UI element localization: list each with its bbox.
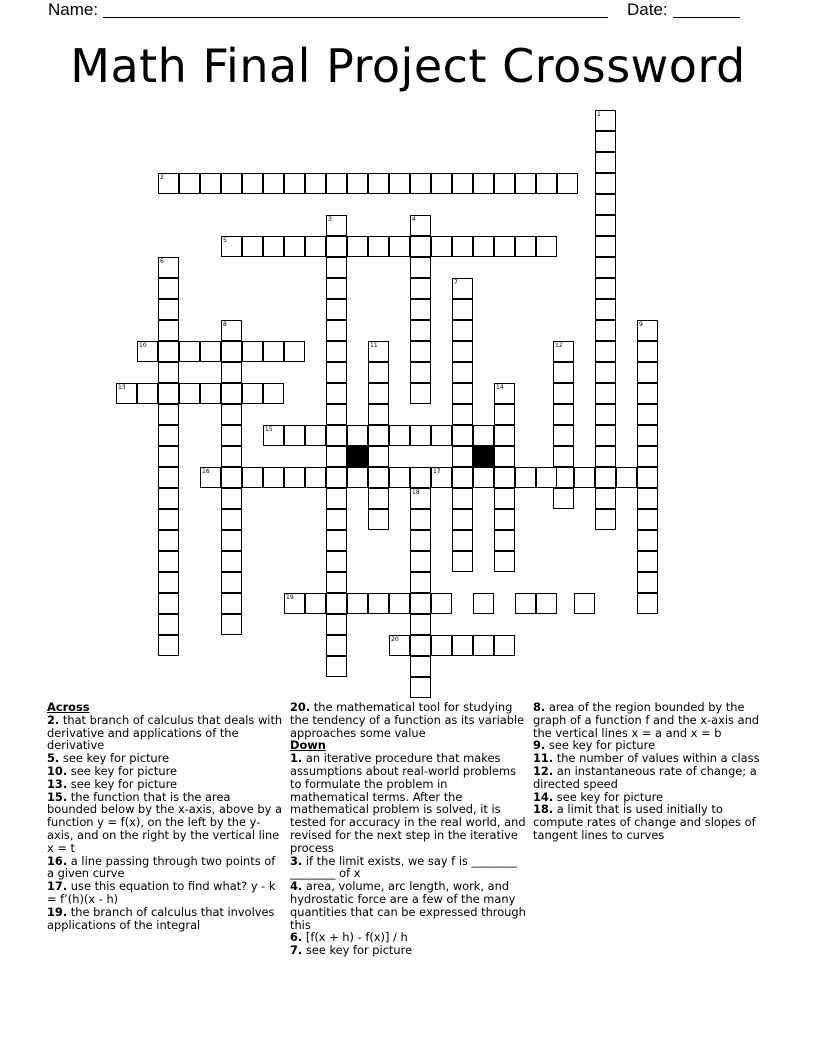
crossword-block	[473, 446, 494, 467]
crossword-cell[interactable]	[368, 593, 389, 614]
crossword-cell[interactable]	[158, 257, 179, 278]
crossword-cell[interactable]	[326, 530, 347, 551]
crossword-cell[interactable]	[637, 425, 658, 446]
crossword-cell[interactable]	[452, 404, 473, 425]
crossword-cell[interactable]	[326, 320, 347, 341]
down-heading: Down	[290, 738, 326, 753]
crossword-cell[interactable]	[595, 467, 616, 488]
crossword-cell[interactable]	[137, 341, 158, 362]
crossword-cell[interactable]	[637, 341, 658, 362]
crossword-cell[interactable]	[221, 467, 242, 488]
crossword-cell[interactable]	[158, 383, 179, 404]
crossword-cell[interactable]	[326, 383, 347, 404]
crossword-cell[interactable]	[326, 173, 347, 194]
crossword-cell[interactable]	[242, 173, 263, 194]
crossword-cell[interactable]	[473, 425, 494, 446]
clue-number: 13	[118, 384, 126, 391]
crossword-cell[interactable]	[595, 257, 616, 278]
crossword-cell[interactable]	[637, 383, 658, 404]
crossword-cell[interactable]	[305, 173, 326, 194]
crossword-cell[interactable]	[221, 320, 242, 341]
crossword-cell[interactable]	[574, 467, 595, 488]
crossword-cell[interactable]	[536, 236, 557, 257]
crossword-cell[interactable]	[452, 341, 473, 362]
crossword-cell[interactable]	[158, 278, 179, 299]
crossword-cell[interactable]	[326, 341, 347, 362]
across-clue: 20. the mathematical tool for studying the tendency of a function as its variable approaches some value	[290, 700, 525, 740]
crossword-cell[interactable]	[410, 320, 431, 341]
crossword-cell[interactable]	[595, 299, 616, 320]
crossword-cell[interactable]	[431, 467, 452, 488]
crossword-cell[interactable]	[452, 551, 473, 572]
crossword-cell[interactable]	[595, 383, 616, 404]
crossword-cell[interactable]	[326, 257, 347, 278]
crossword-cell[interactable]	[553, 383, 574, 404]
crossword-cell[interactable]	[368, 341, 389, 362]
crossword-cell[interactable]	[158, 572, 179, 593]
crossword-cell[interactable]	[221, 572, 242, 593]
crossword-cell[interactable]	[494, 446, 515, 467]
crossword-cell[interactable]	[284, 593, 305, 614]
clue-number: 6	[160, 258, 164, 265]
crossword-cell[interactable]	[389, 236, 410, 257]
crossword-cell[interactable]	[137, 383, 158, 404]
crossword-cell[interactable]	[410, 362, 431, 383]
crossword-cell[interactable]	[637, 551, 658, 572]
crossword-cell[interactable]	[368, 467, 389, 488]
crossword-cell[interactable]	[410, 635, 431, 656]
crossword-cell[interactable]	[557, 173, 578, 194]
crossword-cell[interactable]	[637, 530, 658, 551]
crossword-cell[interactable]	[637, 572, 658, 593]
down-clue: 3. if the limit exists, we say f is ________ ________ of x	[290, 853, 518, 881]
crossword-cell[interactable]	[595, 194, 616, 215]
crossword-cell[interactable]	[389, 173, 410, 194]
crossword-cell[interactable]	[410, 551, 431, 572]
crossword-cell[interactable]	[158, 509, 179, 530]
clue-number: 5	[223, 237, 227, 244]
crossword-cell[interactable]	[410, 341, 431, 362]
crossword-cell[interactable]	[326, 614, 347, 635]
crossword-cell[interactable]	[637, 320, 658, 341]
crossword-cell[interactable]	[595, 131, 616, 152]
crossword-cell[interactable]	[410, 257, 431, 278]
down-clue: 1. an iterative procedure that makes assumptions about real-world problems to formulate the problem in mathematical terms. After the mathematical problem is solved, it is tested for accuracy in the real world, and revised for the next step in the iterative process	[290, 751, 526, 855]
down-clue: 14. see key for picture	[533, 789, 664, 804]
crossword-cell[interactable]	[595, 362, 616, 383]
crossword-cell[interactable]	[473, 236, 494, 257]
crossword-cell[interactable]	[221, 488, 242, 509]
clue-number: 8	[223, 321, 227, 328]
crossword-cell[interactable]	[326, 299, 347, 320]
crossword-cell[interactable]	[368, 446, 389, 467]
crossword-cell[interactable]	[410, 530, 431, 551]
crossword-cell[interactable]	[263, 383, 284, 404]
down-clue: 11. the number of values within a class	[533, 751, 760, 766]
page-title: Math Final Project Crossword	[70, 39, 746, 93]
crossword-cell[interactable]	[473, 467, 494, 488]
crossword-cell[interactable]	[410, 215, 431, 236]
crossword-cell[interactable]	[452, 635, 473, 656]
crossword-cell[interactable]	[326, 551, 347, 572]
crossword-cell[interactable]	[536, 593, 557, 614]
crossword-cell[interactable]	[452, 299, 473, 320]
crossword-cell[interactable]	[553, 446, 574, 467]
crossword-cell[interactable]	[158, 488, 179, 509]
crossword-cell[interactable]	[637, 509, 658, 530]
crossword-cell[interactable]	[326, 215, 347, 236]
crossword-cell[interactable]	[494, 425, 515, 446]
crossword-cell[interactable]	[158, 614, 179, 635]
crossword-cell[interactable]	[431, 173, 452, 194]
crossword-cell[interactable]	[515, 467, 536, 488]
across-clue: 2. that branch of calculus that deals with derivative and applications of the derivative	[47, 712, 283, 753]
clues-column-3	[533, 701, 769, 842]
crossword-cell[interactable]	[368, 236, 389, 257]
name-label: Name:	[48, 0, 99, 19]
crossword-cell[interactable]	[595, 404, 616, 425]
crossword-cell[interactable]	[221, 236, 242, 257]
crossword-cell[interactable]	[637, 488, 658, 509]
crossword-cell[interactable]	[595, 215, 616, 236]
crossword-cell[interactable]	[553, 362, 574, 383]
date-label: Date:	[627, 0, 668, 19]
crossword-cell[interactable]	[431, 236, 452, 257]
crossword-cell[interactable]	[200, 383, 221, 404]
crossword-cell[interactable]	[410, 593, 431, 614]
crossword-cell[interactable]	[326, 425, 347, 446]
crossword-cell[interactable]	[637, 404, 658, 425]
crossword-cell[interactable]	[595, 278, 616, 299]
clue-number: 10	[139, 342, 147, 349]
crossword-cell[interactable]	[637, 467, 658, 488]
crossword-cell[interactable]	[410, 677, 431, 698]
crossword-cell[interactable]	[452, 467, 473, 488]
crossword-cell[interactable]	[410, 173, 431, 194]
crossword-cell[interactable]	[158, 173, 179, 194]
crossword-cell[interactable]	[595, 509, 616, 530]
crossword-cell[interactable]	[452, 383, 473, 404]
clue-number: 14	[496, 384, 504, 391]
crossword-cell[interactable]	[595, 152, 616, 173]
crossword-cell[interactable]	[347, 425, 368, 446]
crossword-cell[interactable]	[263, 236, 284, 257]
crossword-cell[interactable]	[158, 404, 179, 425]
crossword-cell[interactable]	[536, 467, 557, 488]
crossword-cell[interactable]	[347, 593, 368, 614]
crossword-cell[interactable]	[221, 383, 242, 404]
crossword-cell[interactable]	[494, 173, 515, 194]
crossword-cell[interactable]	[305, 593, 326, 614]
crossword-cell[interactable]	[158, 467, 179, 488]
crossword-cell[interactable]	[242, 383, 263, 404]
crossword-cell[interactable]	[347, 467, 368, 488]
across-clue: 15. the function that is the area bounded below by the x-axis, above by a function y = f(x), on the left by the y-axis, and on the right by the vertical line x = t	[47, 789, 282, 855]
crossword-cell[interactable]	[452, 530, 473, 551]
crossword-cell[interactable]	[410, 572, 431, 593]
clue-number: 18	[412, 489, 420, 496]
crossword-cell[interactable]	[326, 635, 347, 656]
crossword-cell[interactable]	[221, 551, 242, 572]
clue-number: 7	[454, 279, 458, 286]
across-clue: 13. see key for picture	[47, 776, 178, 791]
across-clue: 5. see key for picture	[47, 751, 170, 766]
down-clue: 4. area, volume, arc length, work, and hydrostatic force are a few of the many quantities that can be expressed through this	[290, 879, 526, 932]
crossword-block	[347, 446, 368, 467]
crossword-cell[interactable]	[595, 425, 616, 446]
crossword-cell[interactable]	[158, 425, 179, 446]
crossword-cell[interactable]	[179, 341, 200, 362]
down-clue: 7. see key for picture	[290, 943, 413, 958]
clues-column-1	[47, 701, 283, 931]
crossword-cell[interactable]	[158, 635, 179, 656]
crossword-cell[interactable]	[221, 362, 242, 383]
crossword-cell[interactable]	[221, 509, 242, 530]
clue-number: 12	[555, 342, 563, 349]
crossword-cell[interactable]	[263, 173, 284, 194]
crossword-cell[interactable]	[410, 656, 431, 677]
crossword-cell[interactable]	[616, 467, 637, 488]
crossword-cell[interactable]	[431, 425, 452, 446]
crossword-cell[interactable]	[389, 635, 410, 656]
crossword-cell[interactable]	[410, 299, 431, 320]
crossword-cell[interactable]	[494, 551, 515, 572]
crossword-cell[interactable]	[326, 446, 347, 467]
crossword-cell[interactable]	[242, 341, 263, 362]
crossword-cell[interactable]	[179, 173, 200, 194]
crossword-cell[interactable]	[326, 236, 347, 257]
crossword-cell[interactable]	[515, 593, 536, 614]
crossword-cell[interactable]	[431, 593, 452, 614]
crossword-cell[interactable]	[452, 446, 473, 467]
crossword-cell[interactable]	[595, 110, 616, 131]
clue-number: 11	[370, 342, 378, 349]
clue-number: 15	[265, 426, 273, 433]
clue-number: 20	[391, 636, 399, 643]
crossword-cell[interactable]	[637, 362, 658, 383]
crossword-cell[interactable]	[431, 635, 452, 656]
clues-column-2	[290, 701, 528, 957]
crossword-cell[interactable]	[221, 446, 242, 467]
crossword-cell[interactable]	[637, 446, 658, 467]
crossword-cell[interactable]	[410, 509, 431, 530]
crossword-cell[interactable]	[410, 614, 431, 635]
crossword-cell[interactable]	[368, 509, 389, 530]
crossword-cell[interactable]	[221, 425, 242, 446]
crossword-cell[interactable]	[494, 530, 515, 551]
crossword-cell[interactable]	[284, 236, 305, 257]
crossword-cell[interactable]	[410, 488, 431, 509]
crossword-cell[interactable]	[326, 509, 347, 530]
crossword-cell[interactable]	[326, 278, 347, 299]
clue-number: 3	[328, 216, 332, 223]
crossword-cell[interactable]	[305, 236, 326, 257]
crossword-cell[interactable]	[368, 362, 389, 383]
crossword-cell[interactable]	[284, 467, 305, 488]
crossword-cell[interactable]	[553, 488, 574, 509]
across-clue: 19. the branch of calculus that involves applications of the integral	[47, 904, 275, 932]
crossword-cell[interactable]	[368, 173, 389, 194]
crossword-cell[interactable]	[158, 299, 179, 320]
clue-number: 1	[597, 111, 601, 118]
down-clue: 6. [f(x + h) - f(x)] / h	[290, 930, 408, 945]
crossword-cell[interactable]	[553, 404, 574, 425]
crossword-cell[interactable]	[452, 425, 473, 446]
crossword-cell[interactable]	[494, 488, 515, 509]
down-clue: 8. area of the region bounded by the graph of a function f and the x-axis and the vertical lines x = a and x = b	[533, 700, 760, 740]
crossword-cell[interactable]	[368, 404, 389, 425]
crossword-cell[interactable]	[452, 362, 473, 383]
crossword-cell[interactable]	[389, 467, 410, 488]
crossword-cell[interactable]	[473, 635, 494, 656]
crossword-cell[interactable]	[263, 425, 284, 446]
clue-number: 2	[160, 174, 164, 181]
across-heading: Across	[47, 700, 90, 714]
crossword-cell[interactable]	[242, 236, 263, 257]
crossword-cell[interactable]	[221, 593, 242, 614]
crossword-cell[interactable]	[368, 488, 389, 509]
crossword-cell[interactable]	[158, 320, 179, 341]
crossword-cell[interactable]	[452, 173, 473, 194]
crossword-cell[interactable]	[263, 467, 284, 488]
crossword-cell[interactable]	[263, 341, 284, 362]
crossword-cell[interactable]	[637, 593, 658, 614]
crossword-cell[interactable]	[326, 488, 347, 509]
crossword-cell[interactable]	[179, 383, 200, 404]
crossword-cell[interactable]	[158, 593, 179, 614]
crossword-cell[interactable]	[553, 425, 574, 446]
crossword-cell[interactable]	[410, 467, 431, 488]
clue-number: 9	[639, 321, 643, 328]
crossword-cell[interactable]	[515, 236, 536, 257]
across-clue: 16. a line passing through two points of a given curve	[47, 853, 276, 881]
down-clue: 9. see key for picture	[533, 738, 656, 753]
clue-number: 19	[286, 594, 294, 601]
crossword-cell[interactable]	[452, 488, 473, 509]
clue-number: 16	[202, 468, 210, 475]
crossword-cell[interactable]	[595, 320, 616, 341]
crossword-cell[interactable]	[200, 467, 221, 488]
crossword-cell[interactable]	[326, 572, 347, 593]
crossword-cell[interactable]	[242, 467, 263, 488]
across-clue: 17. use this equation to find what? y - k = f’(h)(x - h)	[47, 879, 276, 906]
crossword-cell[interactable]	[284, 425, 305, 446]
crossword-cell[interactable]	[368, 425, 389, 446]
crossword-cell[interactable]	[494, 509, 515, 530]
crossword-cell[interactable]	[200, 341, 221, 362]
crossword-cell[interactable]	[452, 320, 473, 341]
crossword-cell[interactable]	[595, 173, 616, 194]
crossword-cell[interactable]	[326, 404, 347, 425]
crossword-cell[interactable]	[221, 173, 242, 194]
crossword-cell[interactable]	[326, 467, 347, 488]
crossword-cell[interactable]	[410, 278, 431, 299]
clue-number: 17	[433, 468, 441, 475]
clue-number: 4	[412, 216, 416, 223]
crossword-cell[interactable]	[200, 173, 221, 194]
crossword-cell[interactable]	[494, 635, 515, 656]
crossword-cell[interactable]	[473, 593, 494, 614]
crossword-cell[interactable]	[410, 383, 431, 404]
crossword-cell[interactable]	[595, 488, 616, 509]
crossword-cell[interactable]	[347, 173, 368, 194]
crossword-cell[interactable]	[305, 467, 326, 488]
down-clue: 18. a limit that is used initially to compute rates of change and slopes of tangent lines to curves	[533, 802, 756, 842]
crossword-cell[interactable]	[410, 425, 431, 446]
crossword-cell[interactable]	[221, 404, 242, 425]
crossword-cell[interactable]	[158, 446, 179, 467]
crossword-cell[interactable]	[452, 509, 473, 530]
crossword-cell[interactable]	[595, 341, 616, 362]
crossword-cell[interactable]	[284, 173, 305, 194]
crossword-cell[interactable]	[452, 236, 473, 257]
crossword-cell[interactable]	[221, 530, 242, 551]
crossword-cell[interactable]	[410, 236, 431, 257]
crossword-cell[interactable]	[158, 530, 179, 551]
crossword-cell[interactable]	[305, 425, 326, 446]
crossword-cell[interactable]	[574, 593, 595, 614]
crossword-cell[interactable]	[515, 173, 536, 194]
crossword-cell[interactable]	[221, 341, 242, 362]
crossword-cell[interactable]	[452, 278, 473, 299]
crossword-cell[interactable]	[221, 614, 242, 635]
crossword-cell[interactable]	[116, 383, 137, 404]
crossword-cell[interactable]	[553, 341, 574, 362]
crossword-cell[interactable]	[595, 236, 616, 257]
crossword-cell[interactable]	[347, 236, 368, 257]
down-clue: 12. an instantaneous rate of change; a directed speed	[533, 763, 757, 791]
crossword-cell[interactable]	[595, 446, 616, 467]
crossword-cell[interactable]	[326, 362, 347, 383]
crossword-cell[interactable]	[494, 467, 515, 488]
crossword-cell[interactable]	[494, 404, 515, 425]
crossword-cell[interactable]	[389, 425, 410, 446]
crossword-cell[interactable]	[158, 341, 179, 362]
crossword-cell[interactable]	[536, 173, 557, 194]
crossword-cell[interactable]	[494, 383, 515, 404]
crossword-cell[interactable]	[326, 656, 347, 677]
crossword-cell[interactable]	[389, 593, 410, 614]
crossword-cell[interactable]	[284, 341, 305, 362]
crossword-cell[interactable]	[158, 551, 179, 572]
crossword-cell[interactable]	[368, 383, 389, 404]
crossword-cell[interactable]	[326, 593, 347, 614]
crossword-cell[interactable]	[494, 236, 515, 257]
across-clue: 10. see key for picture	[47, 763, 178, 778]
crossword-cell[interactable]	[473, 173, 494, 194]
crossword-cell[interactable]	[158, 362, 179, 383]
